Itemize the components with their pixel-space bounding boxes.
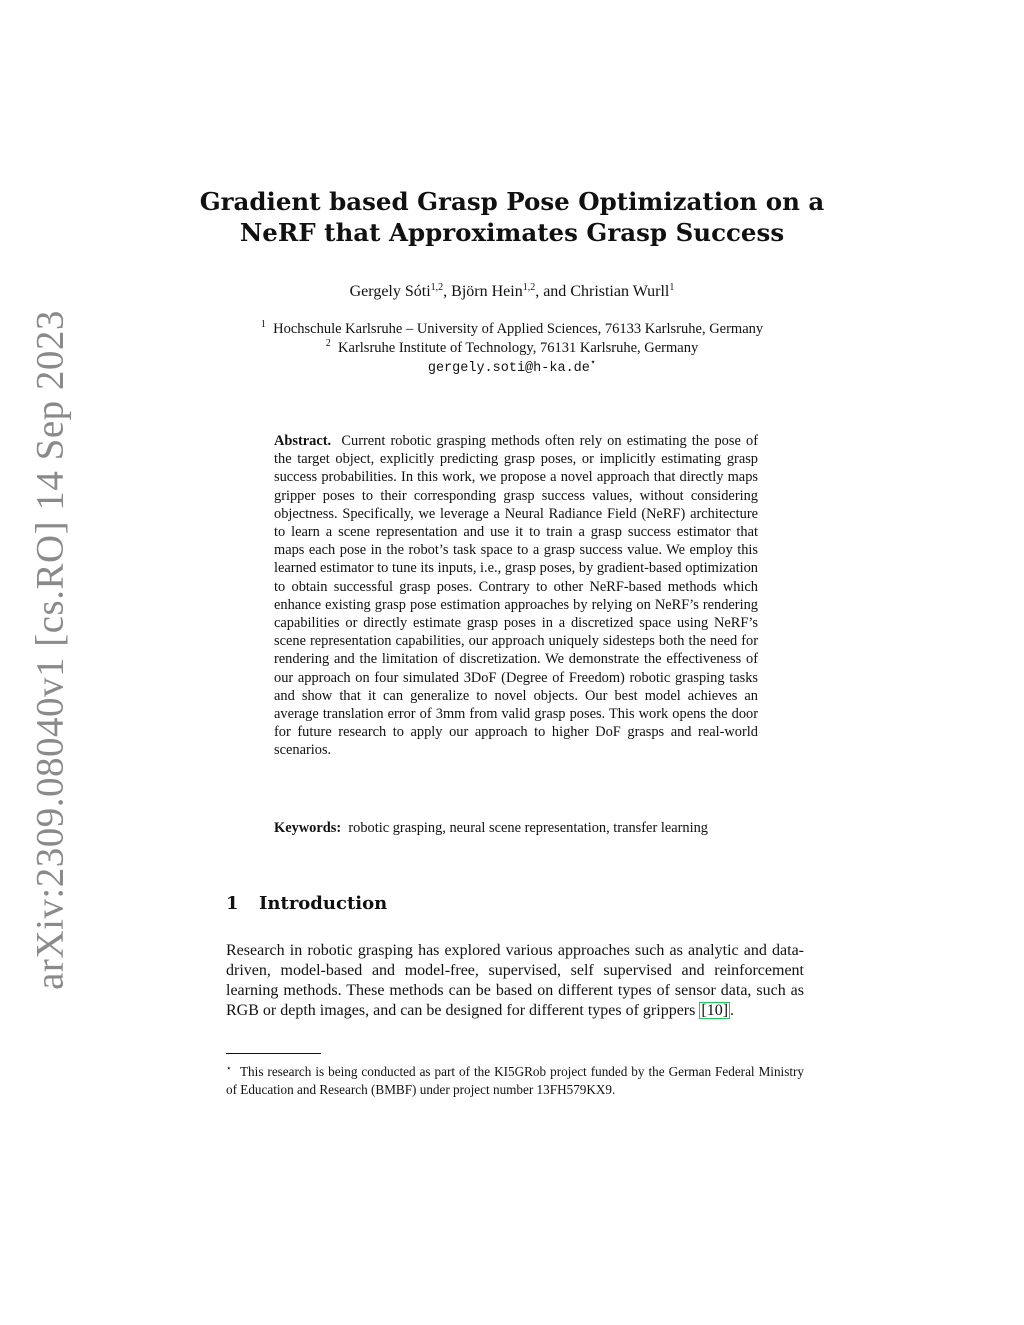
introduction-paragraph [226,941,804,1021]
email-address: gergely.soti@h-ka.de [427,361,590,376]
arxiv-identifier-stamp: arXiv:2309.08040v1 [cs.RO] 14 Sep 2023 [28,310,72,990]
author-email [0,359,1024,376]
author-name: Gergely Sóti [349,283,431,300]
abstract-label: Abstract. [274,433,332,449]
abstract-text: Current robotic grasping methods often rely on estimating the pose of the target object, explicitly predicting grasp poses, or implicitly estimating grasp success probabilities. In this work, we propose a novel approach that directly maps gripper poses to their corresponding grasp success values, without considering objectness. Specifically, we leverage a Neural Radiance Field (NeRF) architecture to learn a scene representation and use it to train a grasp success estimator that maps each pose in the robot’s task space to a grasp success value. We employ this learned estimator to tune its inputs, i.e., grasp poses, by gradient-based optimization to obtain successful grasp poses. Contrary to other NeRF-based methods which enhance existing grasp pose estimation approaches by relying on NeRF’s rendering capabilities or directly estimate grasp poses in a discretized space using NeRF’s scene representation capabilities, our approach uniquely sidesteps both the need for rendering and the limitation of discretization. We demonstrate the effectiveness of our approach on four simulated 3DoF (Degree of Freedom) robotic grasping tasks and show that it can generalize to novel objects. Our best model achieves an average translation error of 3mm from valid grasp poses. This work opens the door for future research to apply our approach to higher DoF grasps and real-world scenarios. [274,433,758,759]
footnote [226,1059,804,1099]
author-list [0,283,1024,301]
section-number: 1 [226,893,239,914]
author-separator: , and [535,283,571,300]
affiliation-mark: 1 [260,319,266,330]
paper-title-line-2: NeRF that Approximates Grasp Success [239,218,785,247]
author-name: Björn Hein [451,283,523,300]
author-affiliation-mark: 1,2 [430,282,444,293]
footnote-divider [226,1053,321,1054]
introduction-text: Research in robotic grasping has explored various approaches such as analytic and data-driven, model-based and model-free, supervised, self supervised and reinforcement learning methods. These methods can be based on different types of sensor data, such as RGB or depth images, and can be designed for different types of grippers [226,942,804,1019]
author-affiliation-mark: 1,2 [522,282,536,293]
keywords [274,819,758,837]
affiliation-text: Hochschule Karlsruhe – University of Applied Sciences, 76133 Karlsruhe, Germany [273,321,764,337]
affiliation-1 [0,321,1024,338]
keywords-label: Keywords: [274,820,342,836]
section-heading [226,893,387,914]
abstract [274,432,758,760]
citation-link[interactable]: [10] [701,1002,729,1019]
affiliation-2 [0,340,1024,357]
author-separator: , [443,283,452,300]
affiliation-text: Karlsruhe Institute of Technology, 76131 Karlsruhe, Germany [338,340,699,356]
footnote-text: This research is being conducted as part of the KI5GRob project funded by the German Federal Ministry of Education and Research (BMBF) under project number 13FH579KX9. [226,1064,804,1097]
email-footnote-mark: ⋆ [589,357,597,368]
keywords-text: robotic grasping, neural scene representation, transfer learning [348,820,708,836]
introduction-text-end: . [730,1002,735,1019]
paper-title-line-1: Gradient based Grasp Pose Optimization on a [199,187,825,216]
author-name: Christian Wurll [570,283,670,300]
footnote-mark: ⋆ [226,1063,232,1073]
section-title: Introduction [259,893,388,914]
affiliation-mark: 2 [325,338,331,349]
author-affiliation-mark: 1 [669,282,675,293]
paper-title [0,186,1024,248]
